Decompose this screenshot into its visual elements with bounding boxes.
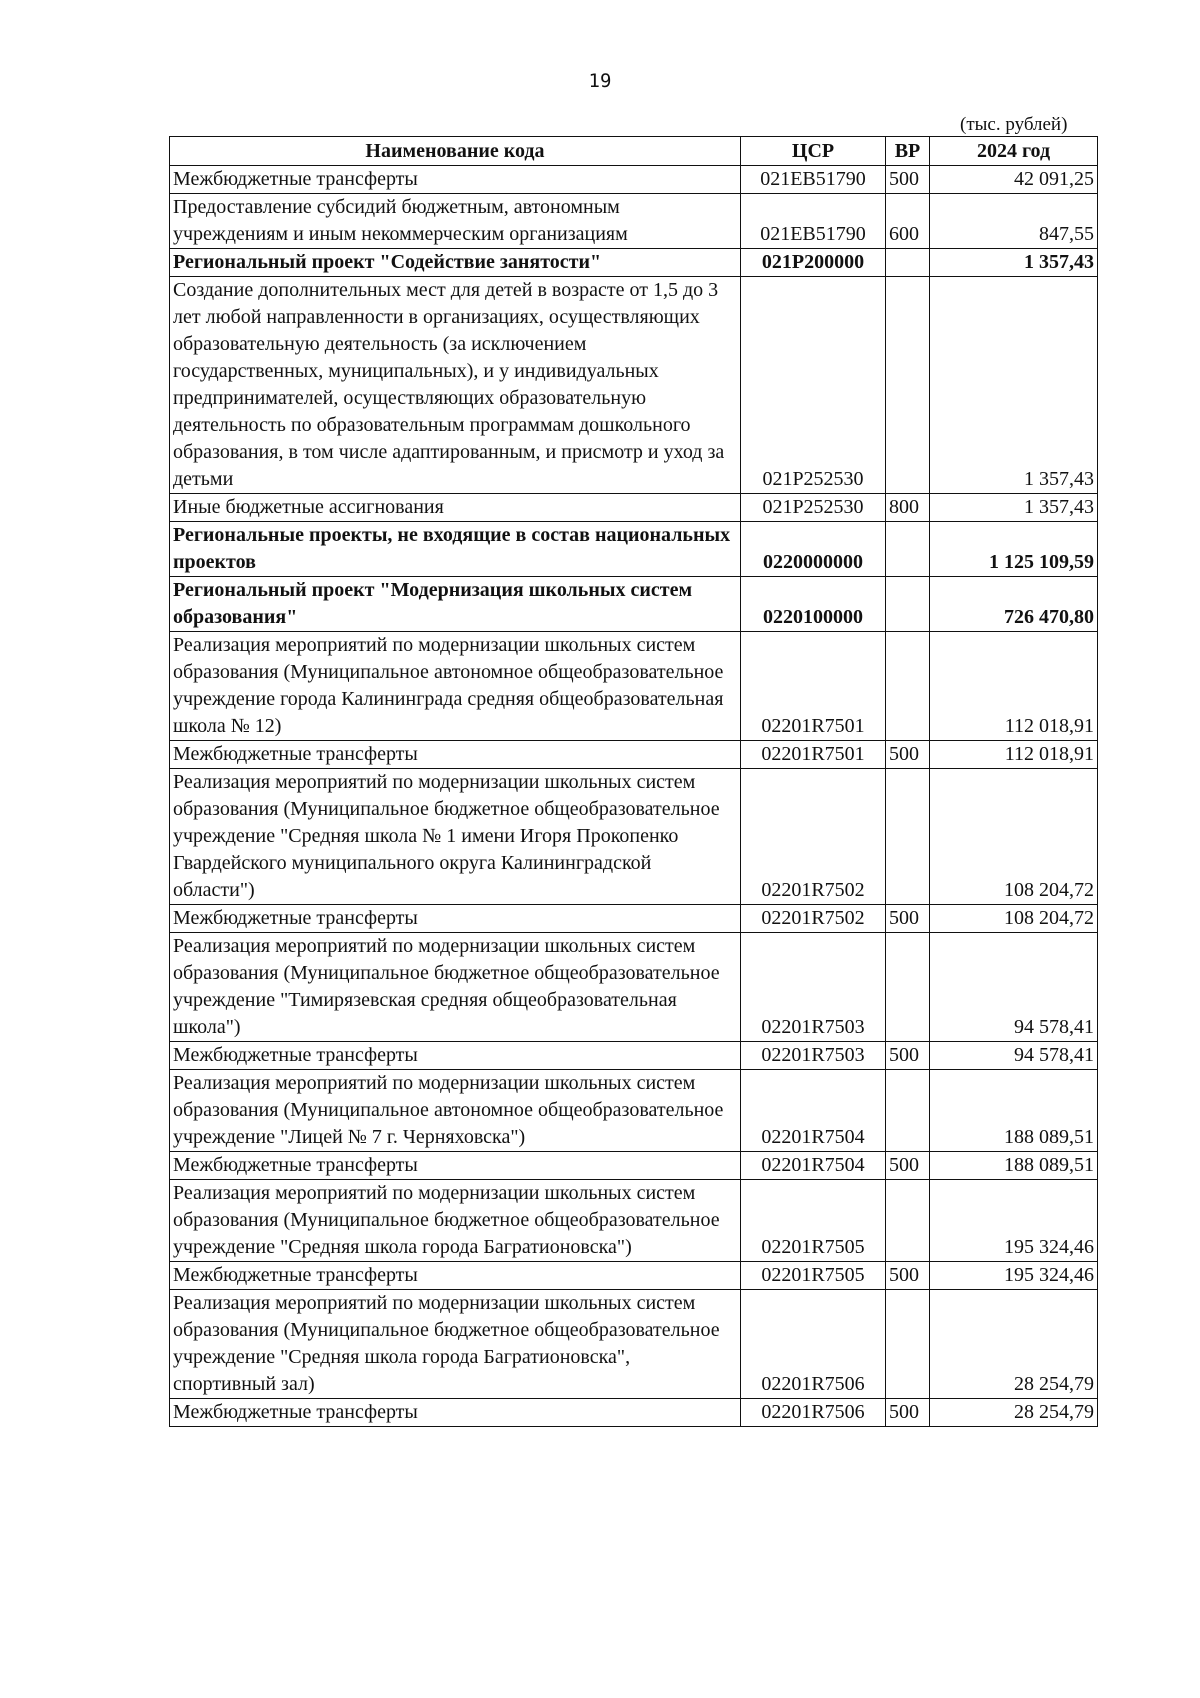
table-row [170,905,1098,933]
row-name-cell: Реализация мероприятий по модернизации школьных систем образования (Муниципальное бюджетное общеобразовательное учреждение "Средняя школа № 1 имени Игоря Прокопенко Гвардейского муниципального округа Калининградской области") [170,769,741,905]
header-vr: ВР [886,137,930,166]
row-amount-cell: 28 254,79 [930,1399,1098,1427]
row-name-cell: Межбюджетные трансферты [170,1399,741,1427]
table-body [170,166,1098,1427]
row-vr-cell: 500 [886,905,930,933]
row-csr-cell: 02201R7504 [741,1070,886,1152]
row-name-cell: Региональные проекты, не входящие в состав национальных проектов [170,522,741,577]
row-name-cell: Межбюджетные трансферты [170,905,741,933]
row-amount-cell: 1 125 109,59 [930,522,1098,577]
row-amount-cell: 112 018,91 [930,632,1098,741]
table-row [170,769,1098,905]
row-name-cell: Региональный проект "Содействие занятости" [170,249,741,277]
table-row [170,1070,1098,1152]
page-number: 19 [588,70,612,92]
row-name-cell: Межбюджетные трансферты [170,741,741,769]
row-amount-cell: 1 357,43 [930,494,1098,522]
row-amount-cell: 195 324,46 [930,1180,1098,1262]
row-csr-cell: 02201R7504 [741,1152,886,1180]
row-name-cell: Межбюджетные трансферты [170,1262,741,1290]
row-vr-cell: 500 [886,1262,930,1290]
row-amount-cell: 726 470,80 [930,577,1098,632]
table-row [170,1180,1098,1262]
row-csr-cell: 02201R7501 [741,741,886,769]
row-amount-cell: 94 578,41 [930,1042,1098,1070]
row-csr-cell: 021EB51790 [741,194,886,249]
row-amount-cell: 188 089,51 [930,1152,1098,1180]
row-vr-cell [886,933,930,1042]
row-name-cell: Межбюджетные трансферты [170,1042,741,1070]
table-row [170,194,1098,249]
table-row [170,277,1098,494]
row-vr-cell: 500 [886,1399,930,1427]
row-name-cell: Межбюджетные трансферты [170,1152,741,1180]
row-vr-cell: 500 [886,1152,930,1180]
table-row [170,632,1098,741]
row-csr-cell: 02201R7502 [741,769,886,905]
row-csr-cell: 0220000000 [741,522,886,577]
header-csr: ЦСР [741,137,886,166]
row-amount-cell: 108 204,72 [930,905,1098,933]
row-vr-cell: 500 [886,1042,930,1070]
row-csr-cell: 02201R7505 [741,1262,886,1290]
table-row [170,741,1098,769]
row-amount-cell: 1 357,43 [930,277,1098,494]
row-csr-cell: 02201R7501 [741,632,886,741]
header-name: Наименование кода [170,137,741,166]
row-csr-cell: 02201R7503 [741,933,886,1042]
row-name-cell: Иные бюджетные ассигнования [170,494,741,522]
row-csr-cell: 02201R7502 [741,905,886,933]
row-name-cell: Предоставление субсидий бюджетным, автономным учреждениям и иным некоммерческим организациям [170,194,741,249]
row-csr-cell: 02201R7506 [741,1399,886,1427]
row-vr-cell [886,769,930,905]
table-row [170,1152,1098,1180]
row-name-cell: Реализация мероприятий по модернизации школьных систем образования (Муниципальное бюджетное общеобразовательное учреждение "Средняя школа города Багратионовска") [170,1180,741,1262]
header-amount: 2024 год [930,137,1098,166]
row-csr-cell: 02201R7506 [741,1290,886,1399]
row-amount-cell: 28 254,79 [930,1290,1098,1399]
row-amount-cell: 108 204,72 [930,769,1098,905]
table-header-row [170,137,1098,166]
table-row [170,249,1098,277]
row-vr-cell: 500 [886,741,930,769]
table-row [170,1399,1098,1427]
row-vr-cell [886,277,930,494]
row-vr-cell [886,1070,930,1152]
row-name-cell: Реализация мероприятий по модернизации школьных систем образования (Муниципальное автономное общеобразовательное учреждение "Лицей № 7 г. Черняховска") [170,1070,741,1152]
row-vr-cell [886,1290,930,1399]
row-amount-cell: 847,55 [930,194,1098,249]
row-amount-cell: 1 357,43 [930,249,1098,277]
row-vr-cell [886,577,930,632]
row-name-cell: Создание дополнительных мест для детей в возрасте от 1,5 до 3 лет любой направленности в организациях, осуществляющих образовательную деятельность (за исключением государственных, муниципальных), и у индивидуальных предпринимателей, осуществляющих образовательную деятельность по образовательным программам дошкольного образования, в том числе адаптированным, и присмотр и уход за детьми [170,277,741,494]
row-amount-cell: 112 018,91 [930,741,1098,769]
row-amount-cell: 94 578,41 [930,933,1098,1042]
row-csr-cell: 02201R7505 [741,1180,886,1262]
row-name-cell: Региональный проект "Модернизация школьных систем образования" [170,577,741,632]
row-vr-cell [886,249,930,277]
units-label: (тыс. рублей) [960,114,1068,135]
row-vr-cell: 600 [886,194,930,249]
row-vr-cell [886,522,930,577]
budget-table [169,136,1098,1427]
row-vr-cell: 800 [886,494,930,522]
row-csr-cell: 021P252530 [741,494,886,522]
table-row [170,1042,1098,1070]
row-amount-cell: 188 089,51 [930,1070,1098,1152]
table-row [170,1290,1098,1399]
table-row [170,1262,1098,1290]
row-name-cell: Реализация мероприятий по модернизации школьных систем образования (Муниципальное бюджетное общеобразовательное учреждение "Средняя школа города Багратионовска", спортивный зал) [170,1290,741,1399]
row-csr-cell: 021P252530 [741,277,886,494]
table-row [170,522,1098,577]
row-name-cell: Реализация мероприятий по модернизации школьных систем образования (Муниципальное бюджетное общеобразовательное учреждение "Тимирязевская средняя общеобразовательная школа") [170,933,741,1042]
row-vr-cell [886,632,930,741]
row-name-cell: Межбюджетные трансферты [170,166,741,194]
row-vr-cell [886,1180,930,1262]
table-row [170,933,1098,1042]
row-csr-cell: 021P200000 [741,249,886,277]
table-row [170,166,1098,194]
row-csr-cell: 02201R7503 [741,1042,886,1070]
row-amount-cell: 42 091,25 [930,166,1098,194]
row-amount-cell: 195 324,46 [930,1262,1098,1290]
row-vr-cell: 500 [886,166,930,194]
table-row [170,494,1098,522]
row-csr-cell: 021EB51790 [741,166,886,194]
row-csr-cell: 0220100000 [741,577,886,632]
row-name-cell: Реализация мероприятий по модернизации школьных систем образования (Муниципальное автономное общеобразовательное учреждение города Калининграда средняя общеобразовательная школа № 12) [170,632,741,741]
table-row [170,577,1098,632]
